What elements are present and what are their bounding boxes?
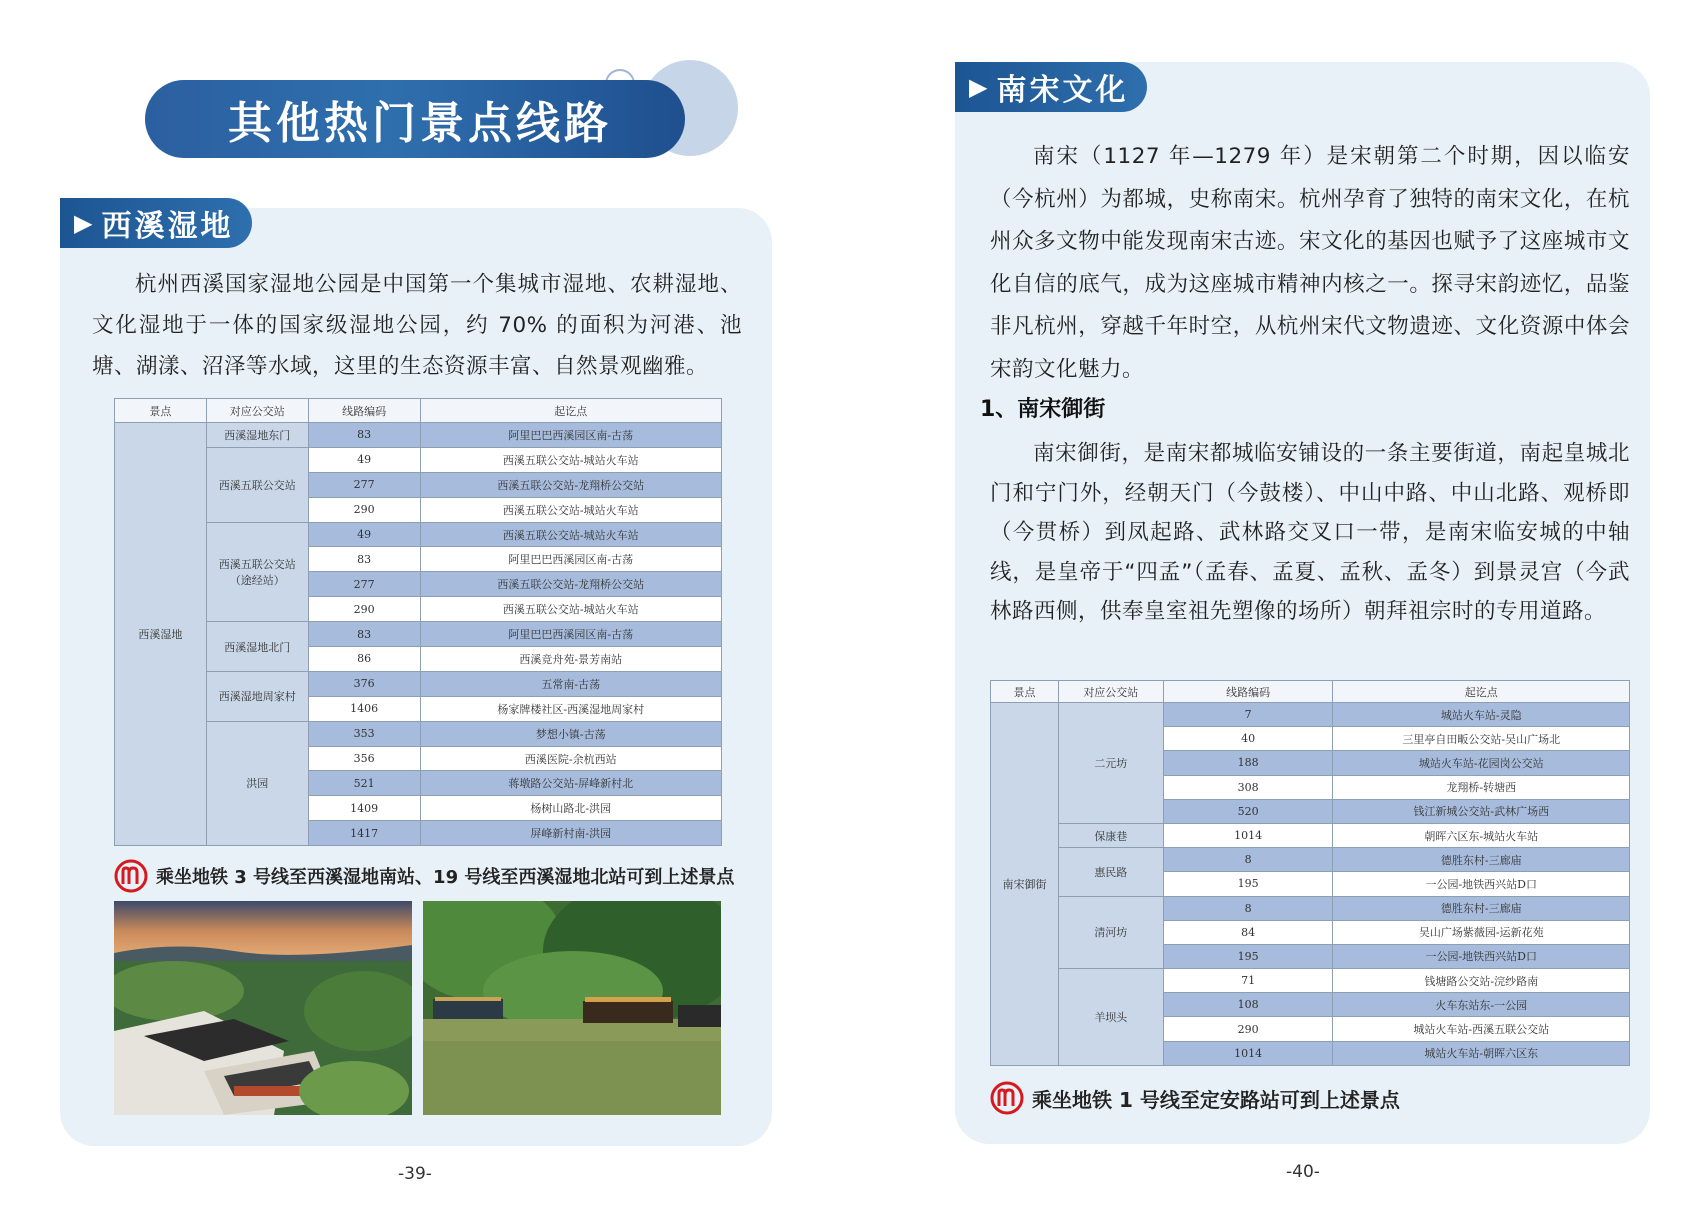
yujie-text: 南宋御街，是南宋都城临安铺设的一条主要街道，南起皇城北门和宁门外，经朝天门（今鼓楼）、中山中路、中山北路、观桥即（今贯桥）到凤起路、武林路交叉口一带，是南宋临安城的中轴线，是皇帝于“四孟”（孟春、孟夏、孟秋、孟冬）到景灵宫（今武林路西侧，供奉皇室祖先塑像的场所）朝拜祖宗时的专用道路。 — [990, 441, 1630, 624]
section-tag-xixi — [60, 198, 252, 248]
route-endpoints-cell: 城站火车站-朝晖六区东 — [1333, 1041, 1630, 1065]
route-endpoints-cell: 西溪医院-余杭西站 — [420, 746, 721, 771]
route-code-cell: 195 — [1163, 872, 1333, 896]
route-code-cell: 83 — [308, 547, 420, 572]
play-triangle-icon: ▶ — [969, 73, 991, 101]
table-row — [991, 969, 1630, 993]
metro-logo-icon — [114, 859, 148, 893]
metro-note-right — [990, 1081, 1400, 1115]
spot-cell: 西溪湿地 — [115, 423, 207, 846]
metro-logo-icon — [990, 1081, 1024, 1115]
route-code-cell: 7 — [1163, 703, 1333, 727]
table-header-cell: 景点 — [115, 399, 207, 423]
route-endpoints-cell: 屏峰新村南-洪园 — [420, 821, 721, 846]
xixi-photo-boats — [423, 901, 721, 1115]
table-header-row — [115, 399, 722, 423]
subsection-title: 1、南宋御街 — [980, 397, 1106, 422]
metro-note-left — [114, 859, 734, 893]
route-code-cell: 356 — [308, 746, 420, 771]
route-endpoints-cell: 城站火车站-西溪五联公交站 — [1333, 1017, 1630, 1041]
route-code-cell: 290 — [308, 497, 420, 522]
table-row — [115, 522, 722, 547]
bus-stop-cell: 保康巷 — [1058, 823, 1163, 847]
table-row — [115, 423, 722, 448]
xixi-intro: 杭州西溪国家湿地公园是中国第一个集城市湿地、农耕湿地、文化湿地于一体的国家级湿地公园，约 70% 的面积为河港、池塘、湖漾、沼泽等水域，这里的生态资源丰富、自然景观幽雅。 — [92, 272, 742, 379]
route-endpoints-cell: 西溪竞舟苑-景芳南站 — [420, 647, 721, 672]
table-header-cell: 景点 — [991, 681, 1059, 703]
route-endpoints-cell: 吴山广场紫薇园-运新花苑 — [1333, 920, 1630, 944]
bus-stop-cell: 二元坊 — [1058, 703, 1163, 824]
route-code-cell: 277 — [308, 572, 420, 597]
page-number-left: -39- — [398, 1164, 432, 1184]
table-header-cell: 对应公交站 — [206, 399, 308, 423]
route-code-cell: 277 — [308, 472, 420, 497]
route-code-cell: 290 — [1163, 1017, 1333, 1041]
table-row — [115, 721, 722, 746]
route-code-cell: 520 — [1163, 799, 1333, 823]
page-title-banner — [145, 80, 685, 158]
xixi-route-table — [114, 398, 722, 846]
nansong-intro: 南宋（1127 年—1279 年）是宋朝第二个时期，因以临安（今杭州）为都城，史称南宋。杭州孕育了独特的南宋文化，在杭州众多文物中能发现南宋古迹。宋文化的基因也赋予了这座城市文化自信的底气，成为这座城市精神内核之一。探寻宋韵迹忆，品鉴非凡杭州，穿越千年时空，从杭州宋代文物遗迹、文化资源中体会宋韵文化魅力。 — [990, 144, 1630, 382]
route-code-cell: 1014 — [1163, 1041, 1333, 1065]
table-row — [991, 703, 1630, 727]
route-code-cell: 290 — [308, 597, 420, 622]
route-code-cell: 40 — [1163, 727, 1333, 751]
route-code-cell: 8 — [1163, 848, 1333, 872]
bus-stop-cell: 西溪五联公交站 — [206, 447, 308, 522]
route-endpoints-cell: 龙翔桥-转塘西 — [1333, 775, 1630, 799]
bus-stop-cell: 清河坊 — [1058, 896, 1163, 969]
table-header-cell: 对应公交站 — [1058, 681, 1163, 703]
route-endpoints-cell: 阿里巴巴西溪园区南-古荡 — [420, 547, 721, 572]
bus-stop-cell: 西溪五联公交站（途经站） — [206, 522, 308, 622]
route-endpoints-cell: 德胜东村-三廊庙 — [1333, 896, 1630, 920]
section-tag-nansong — [955, 62, 1147, 112]
route-code-cell: 84 — [1163, 920, 1333, 944]
route-code-cell: 195 — [1163, 944, 1333, 968]
route-code-cell: 353 — [308, 721, 420, 746]
route-endpoints-cell: 西溪五联公交站-龙翔桥公交站 — [420, 472, 721, 497]
route-code-cell: 86 — [308, 647, 420, 672]
route-endpoints-cell: 西溪五联公交站-城站火车站 — [420, 447, 721, 472]
route-code-cell: 108 — [1163, 993, 1333, 1017]
route-endpoints-cell: 蒋墩路公交站-屏峰新村北 — [420, 771, 721, 796]
route-code-cell: 49 — [308, 447, 420, 472]
metro-note-text: 乘坐地铁 3 号线至西溪湿地南站、19 号线至西溪湿地北站可到上述景点 — [156, 867, 735, 888]
table-row — [991, 823, 1630, 847]
route-endpoints-cell: 西溪五联公交站-城站火车站 — [420, 522, 721, 547]
route-code-cell: 376 — [308, 671, 420, 696]
table-header-cell: 线路编码 — [1163, 681, 1333, 703]
route-code-cell: 1406 — [308, 696, 420, 721]
route-endpoints-cell: 城站火车站-灵隐 — [1333, 703, 1630, 727]
xixi-photo-aerial — [114, 901, 412, 1115]
route-endpoints-cell: 德胜东村-三廊庙 — [1333, 848, 1630, 872]
table-row — [991, 848, 1630, 872]
route-endpoints-cell: 火车东站东-一公园 — [1333, 993, 1630, 1017]
route-code-cell: 49 — [308, 522, 420, 547]
bus-stop-cell: 惠民路 — [1058, 848, 1163, 896]
route-endpoints-cell: 西溪五联公交站-龙翔桥公交站 — [420, 572, 721, 597]
route-code-cell: 521 — [308, 771, 420, 796]
route-code-cell: 1014 — [1163, 823, 1333, 847]
route-code-cell: 83 — [308, 423, 420, 448]
route-endpoints-cell: 阿里巴巴西溪园区南-古荡 — [420, 622, 721, 647]
page-title: 其他热门景点线路 — [228, 98, 612, 149]
route-code-cell: 8 — [1163, 896, 1333, 920]
route-endpoints-cell: 阿里巴巴西溪园区南-古荡 — [420, 423, 721, 448]
route-endpoints-cell: 朝晖六区东-城站火车站 — [1333, 823, 1630, 847]
table-row — [115, 671, 722, 696]
section-title: 西溪湿地 — [101, 209, 234, 244]
nansong-route-table — [990, 680, 1630, 1066]
route-code-cell: 83 — [308, 622, 420, 647]
route-endpoints-cell: 一公园-地铁西兴站D口 — [1333, 872, 1630, 896]
route-endpoints-cell: 梦想小镇-古荡 — [420, 721, 721, 746]
table-header-cell: 起讫点 — [1333, 681, 1630, 703]
route-code-cell: 188 — [1163, 751, 1333, 775]
bus-stop-cell: 洪园 — [206, 721, 308, 845]
metro-note-text: 乘坐地铁 1 号线至定安路站可到上述景点 — [1032, 1087, 1400, 1112]
route-endpoints-cell: 城站火车站-花园岗公交站 — [1333, 751, 1630, 775]
route-code-cell: 71 — [1163, 969, 1333, 993]
route-endpoints-cell: 西溪五联公交站-城站火车站 — [420, 597, 721, 622]
section-title: 南宋文化 — [996, 73, 1129, 108]
table-header-row — [991, 681, 1630, 703]
route-endpoints-cell: 杨树山路北-洪园 — [420, 796, 721, 821]
route-endpoints-cell: 五常南-古荡 — [420, 671, 721, 696]
bus-stop-cell: 西溪湿地东门 — [206, 423, 308, 448]
bus-stop-cell: 西溪湿地北门 — [206, 622, 308, 672]
route-endpoints-cell: 三里亭自田畈公交站-吴山广场北 — [1333, 727, 1630, 751]
play-triangle-icon: ▶ — [74, 209, 96, 237]
route-endpoints-cell: 一公园-地铁西兴站D口 — [1333, 944, 1630, 968]
spot-cell: 南宋御街 — [991, 703, 1059, 1066]
route-endpoints-cell: 钱江新城公交站-武林广场西 — [1333, 799, 1630, 823]
table-row — [991, 896, 1630, 920]
page-number-right: -40- — [1286, 1162, 1320, 1182]
route-endpoints-cell: 钱塘路公交站-浣纱路南 — [1333, 969, 1630, 993]
route-code-cell: 308 — [1163, 775, 1333, 799]
route-code-cell: 1417 — [308, 821, 420, 846]
table-header-cell: 起讫点 — [420, 399, 721, 423]
route-endpoints-cell: 西溪五联公交站-城站火车站 — [420, 497, 721, 522]
route-endpoints-cell: 杨家牌楼社区-西溪湿地周家村 — [420, 696, 721, 721]
table-header-cell: 线路编码 — [308, 399, 420, 423]
bus-stop-cell: 西溪湿地周家村 — [206, 671, 308, 721]
bus-stop-cell: 羊坝头 — [1058, 969, 1163, 1066]
table-row — [115, 447, 722, 472]
route-code-cell: 1409 — [308, 796, 420, 821]
table-row — [115, 622, 722, 647]
